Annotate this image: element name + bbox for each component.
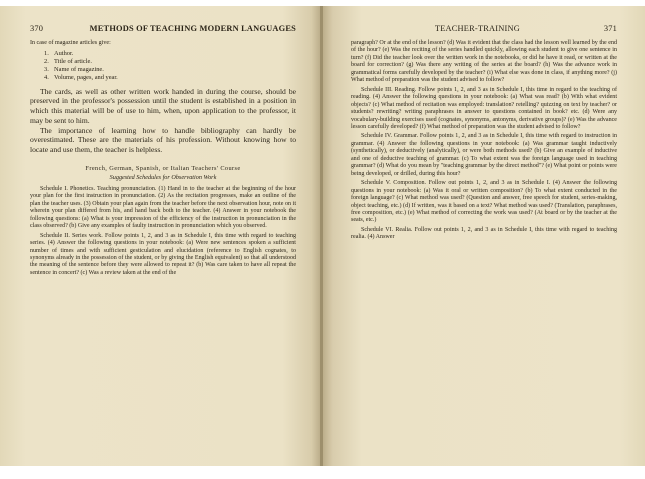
- list-item: 2. Title of article.: [44, 58, 92, 66]
- schedule-paragraph: Schedule II. Series work. Follow points 1, 2, and 3 as in Schedule I, this time with regard to teaching series. (4) Answer the following questions in your notebook: (a) Were new sentences spoken a sufficient number of times and with sufficient gesticulation and elucidation (reference to English cognates, to synonyms already in the possession of the student, or by giving the English equivalent) so that all understood the meaning of the sentence before they were allowed to repeat it? (b) Was care taken to have all repeat the sentence in concert? (c) Was a review taken at the end of the: [30, 232, 296, 276]
- running-head-title: TEACHER-TRAINING: [434, 24, 520, 33]
- paragraph-continued: paragraph? Or at the end of the lesson? (d) Was it evident that the class had the lesson well learned by the end of the hour? (e) Was the reciting of the series handled quickly, allowing each student to give one sentence in turn? (f) Did the teacher look over the written work in the notebooks, or did he have it read, or written at the board for correction? (g) Was there any writing of the series at the board? (h) Was the advance work in grammatical forms carefully developed by the teacher? (i) What else was done in class, if anything more? (j) What method of preparation was the student advised to follow?: [351, 40, 617, 84]
- course-subheading: Suggested Schedules for Observation Work: [109, 173, 217, 181]
- book-spread: [0, 6, 645, 466]
- list-item: 1. Author.: [44, 50, 74, 58]
- list-intro: In case of magazine articles give:: [30, 40, 111, 46]
- citation-list: [30, 50, 296, 81]
- course-heading: French, German, Spanish, or Italian Teachers' Course: [85, 164, 241, 172]
- left-page: [0, 6, 321, 466]
- schedule-paragraph: Schedule VI. Realia. Follow out points 1, 2, and 3 as in Schedule I, this time with regard to teaching realia. (4) Answer: [351, 226, 617, 241]
- schedule-paragraph: Schedule I. Phonetics. Teaching pronunciation. (1) Hand in to the teacher at the beginning of the hour your plan for the first instruction in pronunciation. (2) As the recitation progresses, make an outline of the plan the teacher uses. (3) Obtain your plan again from the teacher before the next observation hour, note on it wherein your plan differed from his, and hand back both to the teacher. (4) Answer in your notebook the following questions: (a) What is your impression of the efficiency of the instruction in pronunciation in the class observed? (b) Give any examples of faulty instruction in pronunciation which you observed.: [30, 185, 296, 230]
- page-number: 371: [603, 24, 617, 33]
- page-number: 370: [30, 24, 44, 33]
- schedule-paragraph: Schedule IV. Grammar. Follow points 1, 2, and 3 as in Schedule I, this time with regard to instruction in grammar. (4) Answer the following questions in your notebook: (a) Was grammar taught inductively (synthetically), or deductively (analytically), or were both methods used? (b) Give an example of inductive and one of deductive teaching of grammar. (c) To what extent was the foreign language used in teaching grammar? (d) What do you mean by "teaching grammar by the direct method"? (e) What point or points were being developed, or drilled, during this hour?: [351, 133, 617, 177]
- paragraph: The cards, as well as other written work handed in during the course, should be preserved in the professor's possession until the student is established in a position in which this material will be of use to him, when, upon application to the professor, it may be sent to him.: [30, 86, 296, 125]
- list-item: 4. Volume, pages, and year.: [44, 73, 118, 81]
- running-header-right: [351, 24, 617, 33]
- list-item: 3. Name of magazine.: [44, 66, 104, 74]
- schedule-paragraph: Schedule V. Composition. Follow out points 1, 2, and 3 as in Schedule I. (4) Answer the following questions in your notebook: (a) Was it oral or written composition? (b) To what extent conducted in the foreign language? (c) What method was used? (Question and answer, free speech for student, series-making, object teaching, etc.) (d) If written, was it based on a text? What method was used? (Translation, paraphrases, free composition, etc.) (e) What method of correcting the work was used? (At board or by the teacher at the seats, etc.): [351, 180, 617, 224]
- paragraph: The importance of learning how to handle bibliography can hardly be overestimated. These are the materials of his profession. Without knowing how to locate and use them, the teacher is helpless.: [30, 125, 296, 155]
- right-page: [323, 6, 645, 466]
- running-head-title: METHODS OF TEACHING MODERN LANGUAGES: [89, 24, 296, 33]
- schedule-paragraph: Schedule III. Reading. Follow points 1, 2, and 3 as in Schedule I, this time in regard to the teaching of reading. (4) Answer the following questions in your notebook: (a) What was read? (b) With what evident objects? (c) What method of recitation was employed: translation? retelling? quizzing on text by teacher? or students? rewriting? writing paraphrases in answer to questions contained in book? etc. (d) Were any vocabulary-building exercises used (cognates, synonyms, antonyms, derivative groups)? (e) Was the advance lesson carefully developed? (f) What method of preparation was the student advised to follow?: [351, 86, 617, 130]
- running-header-left: [30, 24, 296, 33]
